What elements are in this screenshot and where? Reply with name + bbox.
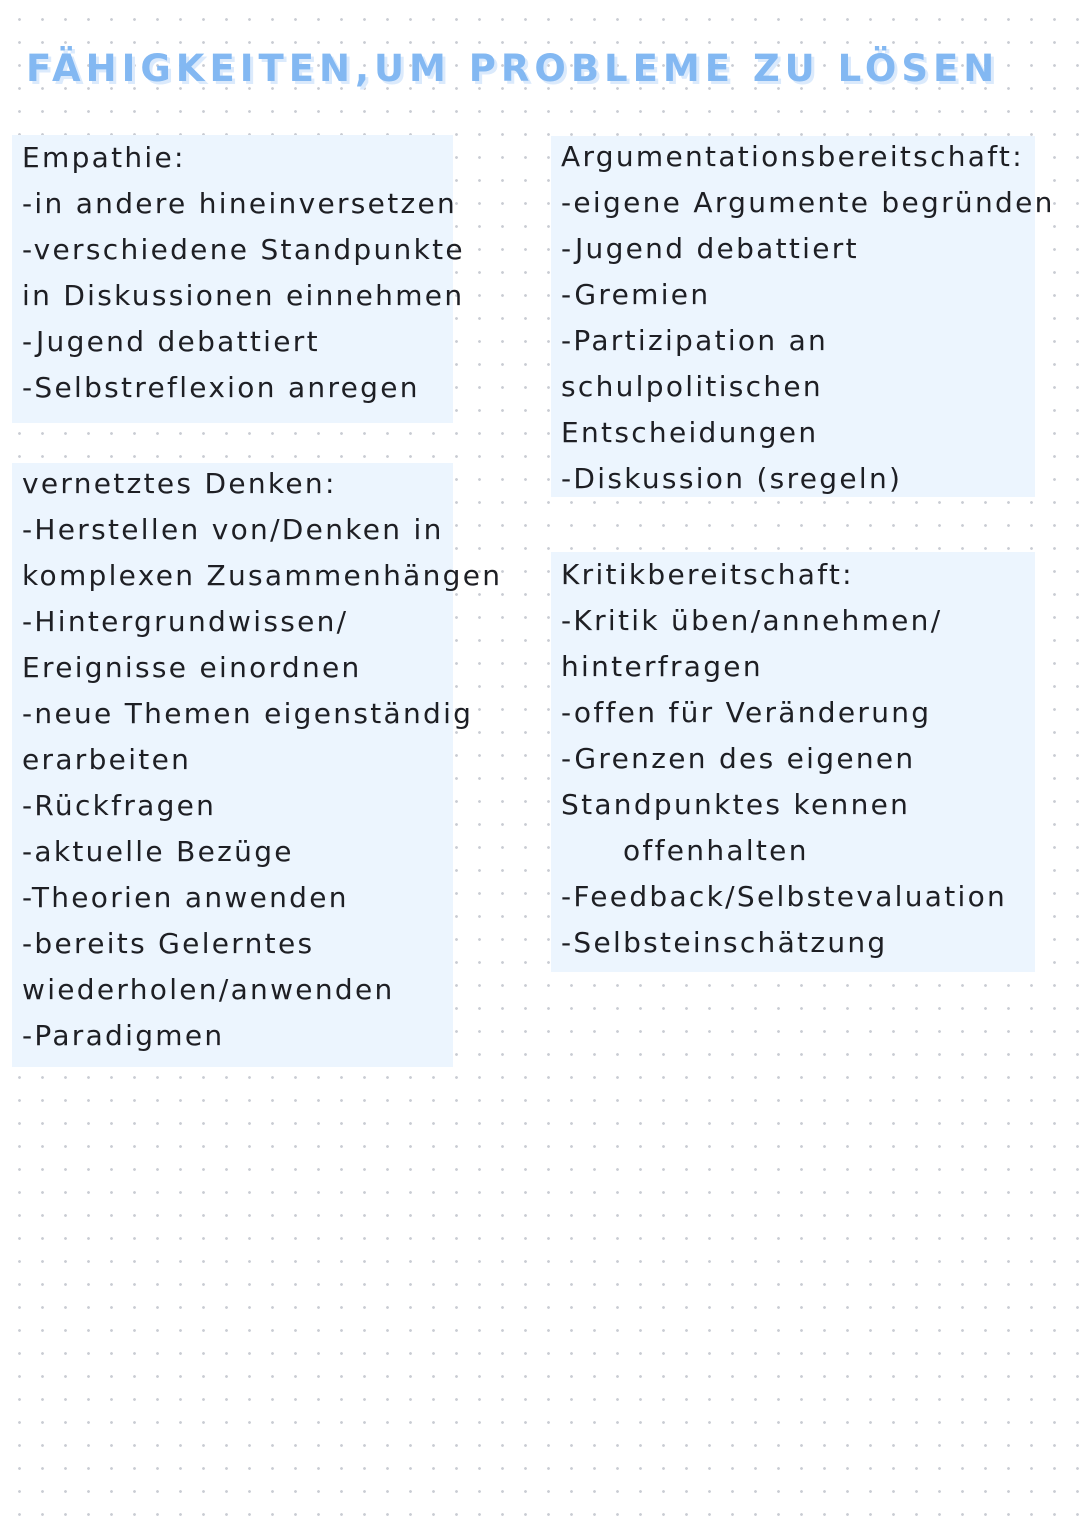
card-title: Kritikbereitschaft: [561,558,854,591]
list-item: komplexen Zusammenhängen [22,559,503,592]
list-item: -Jugend debattiert [561,232,859,265]
card-empathie [12,135,465,423]
list-item: -in andere hineinversetzen [22,187,458,220]
card-kritikbereitschaft [551,552,1035,972]
list-item: -Jugend debattiert [22,325,320,358]
list-item: wiederholen/anwenden [22,973,395,1006]
card-title: Empathie: [22,141,186,174]
list-item: -Hintergrundwissen/ [22,605,349,638]
list-item: -aktuelle Bezüge [22,835,294,868]
card-title: vernetztes Denken: [22,467,337,500]
card-vernetztes-denken [12,463,503,1067]
list-item: -Diskussion (sregeln) [561,462,903,495]
list-item: -Selbstreflexion anregen [22,371,420,404]
list-item: erarbeiten [22,743,192,776]
list-item: offenhalten [623,834,809,867]
list-item: -Gremien [561,278,711,311]
list-item: -neue Themen eigenständig [22,697,474,730]
list-item: -Rückfragen [22,789,217,822]
list-item: schulpolitischen [561,370,823,403]
list-item: -Kritik üben/annehmen/ [561,604,943,637]
page-title: FÄHIGKEITEN,UM PROBLEME ZU LÖSEN [26,47,1000,90]
list-item: -Theorien anwenden [22,881,349,914]
list-item: hinterfragen [561,650,763,683]
list-item: -bereits Gelerntes [22,927,315,960]
list-item: -Partizipation an [561,324,829,357]
list-item: -verschiedene Standpunkte [22,233,465,266]
list-item: -Grenzen des eigenen [561,742,916,775]
list-item: -Paradigmen [22,1019,225,1052]
list-item: -eigene Argumente begründen [561,186,1055,219]
card-title: Argumentationsbereitschaft: [561,140,1024,173]
list-item: in Diskussionen einnehmen [22,279,465,312]
list-item: -offen für Veränderung [561,696,932,729]
list-item: Standpunktes kennen [561,788,911,821]
list-item: Entscheidungen [561,416,819,449]
list-item: -Herstellen von/Denken in [22,513,444,546]
list-item: -Selbsteinschätzung [561,926,888,959]
list-item: Ereignisse einordnen [22,651,362,684]
card-argumentationsbereitschaft [551,136,1055,497]
list-item: -Feedback/Selbstevaluation [561,880,1008,913]
